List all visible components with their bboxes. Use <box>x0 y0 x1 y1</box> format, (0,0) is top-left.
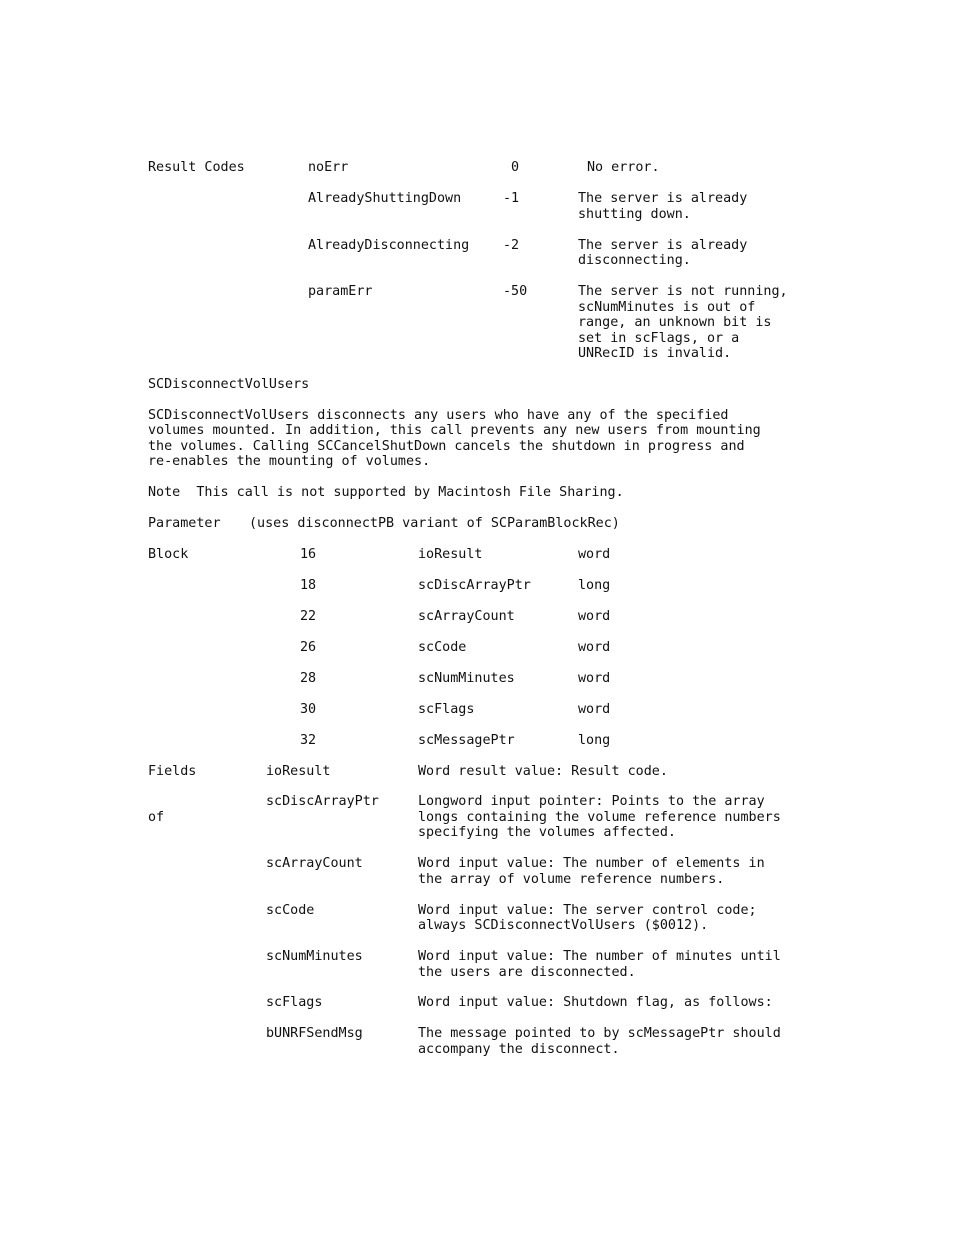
fields-of-label: of <box>148 810 165 825</box>
field-desc: Word input value: Shutdown flag, as follows: <box>418 995 773 1010</box>
result-code-desc: The server is already <box>578 238 748 253</box>
field-desc: Word input value: The number of minutes until <box>418 949 781 964</box>
result-code-value: -2 <box>503 238 520 253</box>
result-code-name: AlreadyDisconnecting <box>308 238 470 253</box>
section-title: SCDisconnectVolUsers <box>148 377 310 392</box>
block-field-name: scCode <box>418 640 467 655</box>
field-name: ioResult <box>266 764 331 779</box>
block-field-name: scArrayCount <box>418 609 515 624</box>
fields-label: Fields <box>148 764 197 779</box>
block-field-size: long <box>578 733 611 748</box>
field-desc: Word input value: The number of elements in <box>418 856 765 871</box>
result-code-value: -50 <box>503 284 528 299</box>
block-offset: 26 <box>300 640 317 655</box>
field-name: scDiscArrayPtr <box>266 794 379 809</box>
block-field-name: scMessagePtr <box>418 733 515 748</box>
result-code-name: noErr <box>308 160 349 175</box>
block-offset: 32 <box>300 733 317 748</box>
result-code-value: 0 <box>511 160 520 175</box>
block-field-size: long <box>578 578 611 593</box>
field-desc: The message pointed to by scMessagePtr should <box>418 1026 781 1041</box>
parameter-desc: (uses disconnectPB variant of SCParamBlockRec) <box>249 516 620 531</box>
block-offset: 28 <box>300 671 317 686</box>
block-field-size: word <box>578 609 611 624</box>
field-desc: specifying the volumes affected. <box>418 825 676 840</box>
field-name: scFlags <box>266 995 323 1010</box>
field-desc: the users are disconnected. <box>418 965 636 980</box>
intro-line: volumes mounted. In addition, this call prevents any new users from mounting <box>148 423 761 438</box>
result-code-desc: shutting down. <box>578 207 691 222</box>
block-label: Block <box>148 547 189 562</box>
parameter-label: Parameter <box>148 516 221 531</box>
field-name: scArrayCount <box>266 856 363 871</box>
intro-line: the volumes. Calling SCCancelShutDown cancels the shutdown in progress and <box>148 439 745 454</box>
field-name: scNumMinutes <box>266 949 363 964</box>
block-field-size: word <box>578 640 611 655</box>
field-desc: Longword input pointer: Points to the array <box>418 794 765 809</box>
block-field-name: scFlags <box>418 702 475 717</box>
block-field-name: scNumMinutes <box>418 671 515 686</box>
result-code-desc: range, an unknown bit is <box>578 315 772 330</box>
result-codes-label: Result Codes <box>148 160 245 175</box>
block-field-name: ioResult <box>418 547 483 562</box>
result-code-desc: The server is already <box>578 191 748 206</box>
block-offset: 22 <box>300 609 317 624</box>
block-offset: 16 <box>300 547 317 562</box>
field-desc: accompany the disconnect. <box>418 1042 620 1057</box>
result-code-name: paramErr <box>308 284 373 299</box>
intro-line: SCDisconnectVolUsers disconnects any users who have any of the specified <box>148 408 729 423</box>
field-name: scCode <box>266 903 315 918</box>
result-code-value: -1 <box>503 191 520 206</box>
result-code-desc: The server is not running, <box>578 284 788 299</box>
block-field-size: word <box>578 702 611 717</box>
field-desc: the array of volume reference numbers. <box>418 872 725 887</box>
result-code-desc: disconnecting. <box>578 253 691 268</box>
field-desc: Word input value: The server control code; <box>418 903 757 918</box>
result-code-desc: UNRecID is invalid. <box>578 346 732 361</box>
result-code-desc: scNumMinutes is out of <box>578 300 756 315</box>
block-offset: 30 <box>300 702 317 717</box>
note: Note This call is not supported by Macintosh File Sharing. <box>148 485 624 500</box>
result-code-desc: No error. <box>587 160 660 175</box>
block-field-size: word <box>578 671 611 686</box>
block-field-size: word <box>578 547 611 562</box>
field-name: bUNRFSendMsg <box>266 1026 363 1041</box>
field-desc: longs containing the volume reference numbers <box>418 810 781 825</box>
result-code-desc: set in scFlags, or a <box>578 331 740 346</box>
field-desc: Word result value: Result code. <box>418 764 668 779</box>
block-offset: 18 <box>300 578 317 593</box>
field-desc: always SCDisconnectVolUsers ($0012). <box>418 918 709 933</box>
block-field-name: scDiscArrayPtr <box>418 578 531 593</box>
result-code-name: AlreadyShuttingDown <box>308 191 462 206</box>
intro-line: re-enables the mounting of volumes. <box>148 454 431 469</box>
